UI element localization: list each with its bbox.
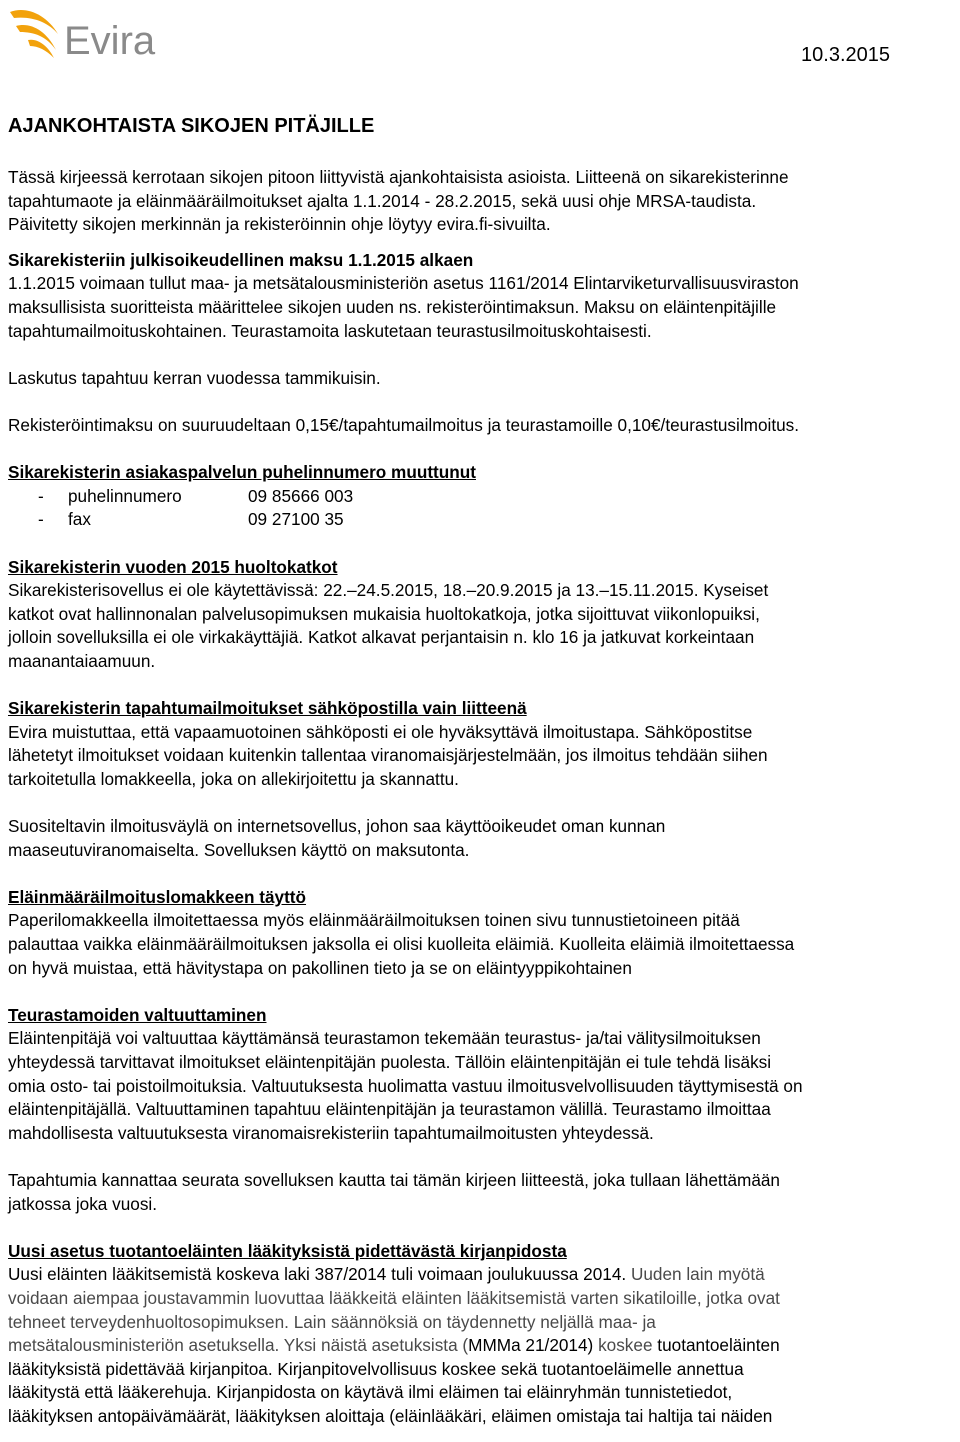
section-fee	[8, 249, 958, 438]
text-line: 1.1.2015 voimaan tullut maa- ja metsätalousministeriön asetus 1161/2014 Elintarviketurvallisuusviraston	[8, 273, 799, 294]
text-line: eläintenpitäjällä. Valtuuttaminen tapahtuu eläintenpitäjän ja teurastamon välillä. Teurastamo ilmoittaa	[8, 1099, 771, 1120]
text-line: lääkitystä että lääkerehuja. Kirjanpidosta on käytävä ilmi eläimen tai eläinryhmän tunnistetiedot,	[8, 1382, 733, 1403]
section-email	[8, 697, 958, 862]
text-line: Tapahtumia kannattaa seurata sovelluksen kautta tai tämän kirjeen liitteestä, joka tullaan lähettämään	[8, 1169, 780, 1190]
contact-row	[8, 508, 958, 532]
text-line: maaseutuviranomaiselta. Sovelluksen käyttö on maksutonta.	[8, 839, 470, 860]
list-dash: -	[38, 485, 44, 506]
section-heading: Uusi asetus tuotantoeläinten lääkityksistä pidettävästä kirjanpidosta	[8, 1240, 567, 1261]
text-line: Suositeltavin ilmoitusväylä on internetsovellus, johon saa käyttöoikeudet oman kunnan	[8, 816, 666, 837]
text-line: palauttaa vaikka eläinmääräilmoituksen jaksolla ei olisi kuolleita eläimiä. Kuolleita eläimiä ilmoitettaessa	[8, 934, 795, 954]
text-span: metsätalousministeriön asetuksella. Yksi näistä asetuksista (	[8, 1335, 469, 1356]
intro-line: Päivitetty sikojen merkinnän ja rekisteröinnin ohje löytyy evira.fi-sivuilta.	[8, 214, 551, 235]
intro-paragraph	[8, 166, 958, 237]
text-span: MMMa 21/2014)	[468, 1335, 599, 1356]
intro-line: Tässä kirjeessä kerrotaan sikojen pitoon liittyvistä ajankohtaisista asioista. Liitteenä on sikarekisterinne	[8, 167, 789, 187]
page-title: AJANKOHTAISTA SIKOJEN PITÄJILLE	[8, 115, 375, 137]
text-line: tehneet terveydenhuoltosopimuksen. Lain säännöksiä on täydennetty neljällä maa- ja	[8, 1311, 656, 1332]
section-phone	[8, 461, 958, 532]
contact-value: 09 27100 35	[248, 509, 344, 530]
text-line: lähetetyt ilmoitukset voidaan kuitenkin tallentaa viranomaisjärjestelmään, jos ilmoitus tehdään siihen	[8, 745, 768, 766]
text-span: Uusi eläinten lääkitsemistä koskeva laki 387/2014 tuli voimaan joulukuussa 2014.	[8, 1264, 631, 1285]
text-line: jolloin sovelluksilla ei ole virkakäyttäjiä. Katkot alkavat perjantaisin n. klo 16 ja jatkuvat korkeintaan	[8, 627, 755, 648]
text-line	[8, 1334, 958, 1358]
text-line: lääkityksen antopäivämäärät, lääkityksen aloittaja (eläinlääkäri, eläimen omistaja tai haltija tai näiden	[8, 1405, 773, 1426]
text-line: mahdollisesta valtuutuksesta viranomaisrekisteriin tapahtumailmoitusten yhteydessä.	[8, 1122, 654, 1143]
contact-row	[8, 485, 958, 509]
text-line: on hyvä muistaa, että hävitystapa on pakollinen tieto ja se on eläintyyppikohtainen	[8, 957, 632, 978]
text-span: Uuden lain myötä	[630, 1264, 765, 1285]
text-line: yhteydessä tarvittavat ilmoitukset eläintenpitäjän puolesta. Tällöin eläintenpitäjän ei tule tehdä lisäksi	[8, 1051, 772, 1072]
text-line: omia osto- tai poistoilmoituksia. Valtuutuksesta huolimatta vastuu ilmoitusvelvollisuuden täyttymisestä on	[8, 1075, 803, 1096]
section-heading: Sikarekisterin asiakaspalvelun puhelinnumero muuttunut	[8, 462, 476, 483]
section-heading: Sikarekisterin tapahtumailmoitukset sähköpostilla vain liitteenä	[8, 698, 527, 719]
text-line: Paperilomakkeella ilmoitettaessa myös eläinmääräilmoituksen toinen sivu tunnustietoineen pitää	[8, 910, 740, 931]
section-heading: Eläinmääräilmoituslomakkeen täyttö	[8, 886, 307, 907]
text-line	[8, 1263, 958, 1287]
list-dash: -	[38, 509, 44, 530]
contact-label: fax	[68, 509, 91, 530]
section-form	[8, 886, 958, 980]
text-line: Laskutus tapahtuu kerran vuodessa tammikuisin.	[8, 367, 381, 388]
text-line: Rekisteröintimaksu on suuruudeltaan 0,15€/tapahtumailmoitus ja teurastamoille 0,10€/teurastusilmoitus.	[8, 414, 800, 435]
letter-body	[8, 114, 958, 1428]
section-heading: Sikarekisterin vuoden 2015 huoltokatkot	[8, 556, 338, 577]
text-line: Evira muistuttaa, että vapaamuotoinen sähköposti ei ole hyväksyttävä ilmoitustapa. Sähköpostitse	[8, 721, 753, 742]
text-line: tapahtumailmoituskohtainen. Teurastamoita laskutetaan teurastusilmoituskohtaisesti.	[8, 320, 652, 341]
text-span: tuotantoeläinten	[657, 1335, 780, 1356]
contact-value: 09 85666 003	[248, 485, 354, 506]
text-line: Eläintenpitäjä voi valtuuttaa käyttämänsä teurastamon tekemään teurastus- ja/tai välitysilmoituksen	[8, 1028, 761, 1049]
text-line: voidaan aiempaa joustavammin luovuttaa lääkkeitä eläinten lääkitsemistä varten sikatiloille, jotka ovat	[8, 1287, 780, 1308]
section-heading: Sikarekisteriin julkisoikeudellinen maksu 1.1.2015 alkaen	[8, 249, 474, 270]
logo-text: Evira	[64, 19, 156, 63]
text-line: maanantaiaamuun.	[8, 650, 156, 671]
intro-line: tapahtumaote ja eläinmääräilmoitukset ajalta 1.1.2014 - 28.2.2015, sekä uusi ohje MRSA-taudista.	[8, 190, 757, 211]
text-span: koskee	[598, 1335, 658, 1356]
evira-logo	[6, 4, 186, 64]
evira-logo-mark	[6, 4, 186, 64]
text-line: Sikarekisterisovellus ei ole käytettävissä: 22.–24.5.2015, 18.–20.9.2015 ja 13.–15.11.2015. Kyseiset	[8, 580, 769, 601]
text-line: katkot ovat hallinnonalan palvelusopimuksen mukaisia huoltokatkoja, jotka sijoittuvat viikonlopuiksi,	[8, 603, 760, 624]
section-maintenance	[8, 556, 958, 674]
section-medication	[8, 1240, 958, 1429]
text-line: tarkoitetulla lomakkeella, joka on allekirjoitettu ja skannattu.	[8, 768, 459, 789]
section-heading: Teurastamoiden valtuuttaminen	[8, 1004, 267, 1025]
section-authorization	[8, 1004, 958, 1216]
text-line: jatkossa joka vuosi.	[8, 1193, 158, 1214]
letter-date: 10.3.2015	[801, 44, 890, 66]
text-line: lääkityksistä pidettävää kirjanpitoa. Kirjanpitovelvollisuus koskee sekä tuotantoeläimelle annettua	[8, 1358, 744, 1379]
text-line: maksullisista suoritteista määrittelee sikojen uuden ns. rekisteröintimaksun. Maksu on eläintenpitäjille	[8, 296, 777, 317]
contact-label: puhelinnumero	[68, 485, 182, 506]
